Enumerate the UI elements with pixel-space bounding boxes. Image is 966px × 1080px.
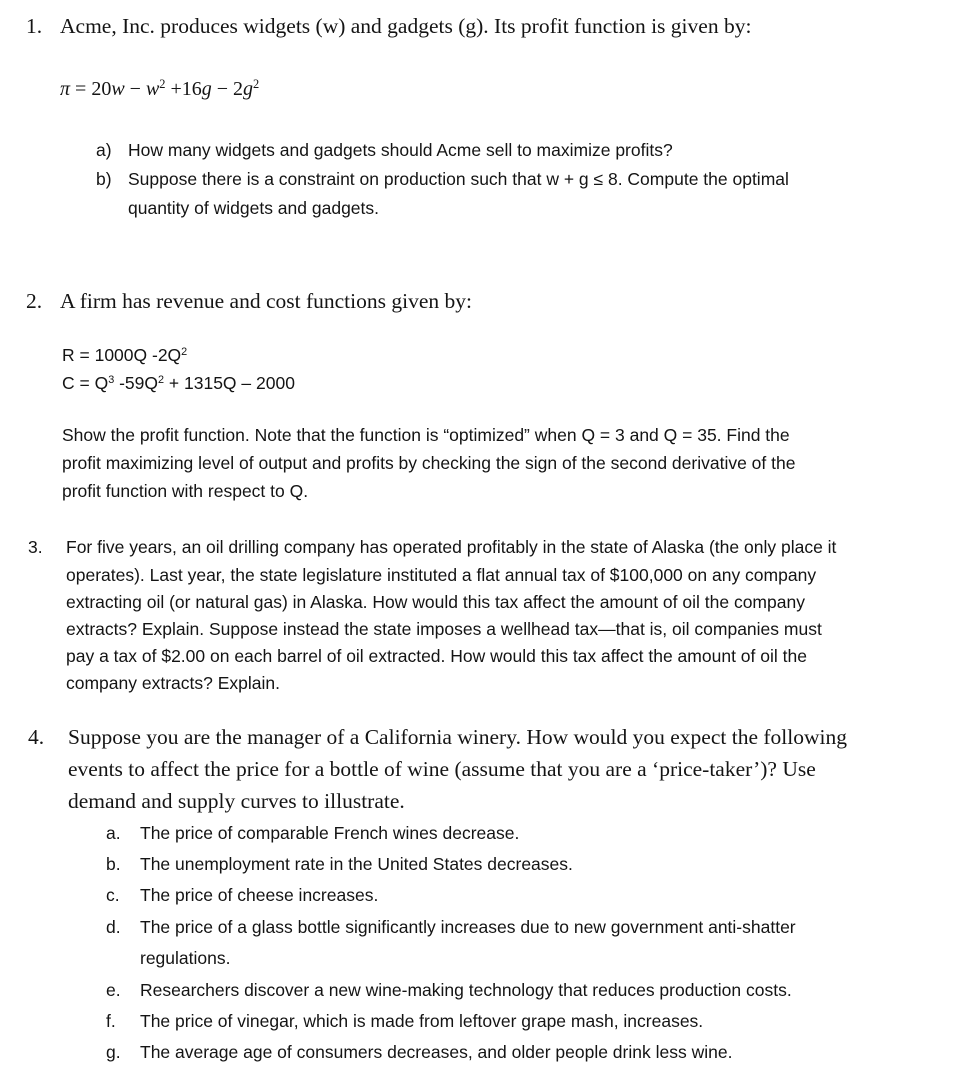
q4-number: 4. <box>28 725 45 749</box>
q4-item-label: c. <box>106 885 120 905</box>
q1-stem: Acme, Inc. produces widgets (w) and gadgets (g). Its profit function is given by: <box>60 14 752 38</box>
q4-item-d-continued: regulations. <box>140 948 231 968</box>
eq-exponent: 2 <box>159 77 166 92</box>
q1-part-a-label: a) <box>96 140 112 160</box>
cost-term-a: C = Q <box>62 373 109 393</box>
q1-part-b-text: Suppose there is a constraint on production such that w + g ≤ 8. Compute the optimal <box>128 169 789 189</box>
q4-item-d <box>106 917 796 938</box>
eq-var-w-squared: w <box>145 78 160 100</box>
cost-function <box>62 373 295 394</box>
q3-line: pay a tax of $2.00 on each barrel of oil extracted. How would this tax affect the amount of oil the <box>66 646 807 666</box>
eq-var-w: w <box>111 78 125 100</box>
q4-item-label: d. <box>106 917 121 937</box>
q4-item-text: The price of vinegar, which is made from leftover grape mash, increases. <box>140 1011 704 1031</box>
revenue-function <box>62 345 187 366</box>
eq-minus: − <box>216 78 229 100</box>
cost-exponent-3: 3 <box>108 374 115 387</box>
eq-exponent: 2 <box>253 77 260 92</box>
q4-item-text: The price of cheese increases. <box>140 885 379 905</box>
q2-stem: A firm has revenue and cost functions given by: <box>60 289 472 313</box>
cost-term-b: -59Q <box>114 373 159 393</box>
q1-part-a-text: How many widgets and gadgets should Acme sell to maximize profits? <box>128 140 673 160</box>
cost-term-c: + 1315Q – 2000 <box>164 373 295 393</box>
cost-exponent-2: 2 <box>158 374 165 387</box>
q4-item-e <box>106 980 792 1001</box>
q4-item-b <box>106 854 573 875</box>
q3-line: extracts? Explain. Suppose instead the state imposes a wellhead tax—that is, oil companies must <box>66 619 822 639</box>
revenue-expression: R = 1000Q -2Q <box>62 345 182 365</box>
q4-item-text: The price of a glass bottle significantly increases due to new government anti-shatter <box>140 917 796 937</box>
q1-part-a <box>96 140 673 161</box>
q2-number: 2. <box>26 289 43 313</box>
q1-part-b-label: b) <box>96 169 112 189</box>
q2-body-line: profit maximizing level of output and profits by checking the sign of the second derivative of the <box>62 453 796 473</box>
q4-item-text: The price of comparable French wines decrease. <box>140 823 520 843</box>
q4-item-g <box>106 1042 732 1063</box>
q4-item-label: f. <box>106 1011 116 1031</box>
eq-plus-16: +16 <box>170 78 202 100</box>
eq-coef-20: 20 <box>91 78 112 100</box>
q4-item-label: b. <box>106 854 121 874</box>
q4-stem-line: demand and supply curves to illustrate. <box>68 789 405 813</box>
q3-line: extracting oil (or natural gas) in Alaska. How would this tax affect the amount of oil the company <box>66 592 805 612</box>
q4-item-text: The average age of consumers decreases, and older people drink less wine. <box>140 1042 733 1062</box>
q1-number: 1. <box>26 14 43 38</box>
pi-symbol: π <box>60 78 71 100</box>
q4-item-f <box>106 1011 703 1032</box>
q4-item-text: The unemployment rate in the United States decreases. <box>140 854 573 874</box>
q4-item-label: a. <box>106 823 121 843</box>
q1-part-b <box>96 169 789 190</box>
q1-part-b-continued: quantity of widgets and gadgets. <box>128 198 380 218</box>
q2-body-line: profit function with respect to Q. <box>62 481 309 501</box>
eq-var-g: g <box>201 78 212 100</box>
q1-profit-equation <box>60 78 259 101</box>
q4-item-a <box>106 823 519 844</box>
q4-item-c <box>106 885 378 906</box>
q4-item-text: Researchers discover a new wine-making technology that reduces production costs. <box>140 980 792 1000</box>
q4-item-label: g. <box>106 1042 121 1062</box>
q4-stem-line: events to affect the price for a bottle of wine (assume that you are a ‘price-taker’)? Use <box>68 757 816 781</box>
q3-line: For five years, an oil drilling company has operated profitably in the state of Alaska (the only place it <box>66 537 837 557</box>
q3-line: company extracts? Explain. <box>66 673 280 693</box>
eq-var-g-squared: g <box>243 78 254 100</box>
eq-minus: − <box>129 78 141 100</box>
q3-line: operates). Last year, the state legislature instituted a flat annual tax of $100,000 on any company <box>66 565 817 585</box>
q3-number: 3. <box>28 537 43 557</box>
equals-sign: = <box>75 78 87 100</box>
eq-coef-2: 2 <box>233 78 244 100</box>
q2-body-line: Show the profit function. Note that the function is “optimized” when Q = 3 and Q = 35. Find the <box>62 425 790 445</box>
revenue-exponent: 2 <box>181 346 188 359</box>
q4-item-label: e. <box>106 980 121 1000</box>
q4-stem-line: Suppose you are the manager of a California winery. How would you expect the following <box>68 725 847 749</box>
